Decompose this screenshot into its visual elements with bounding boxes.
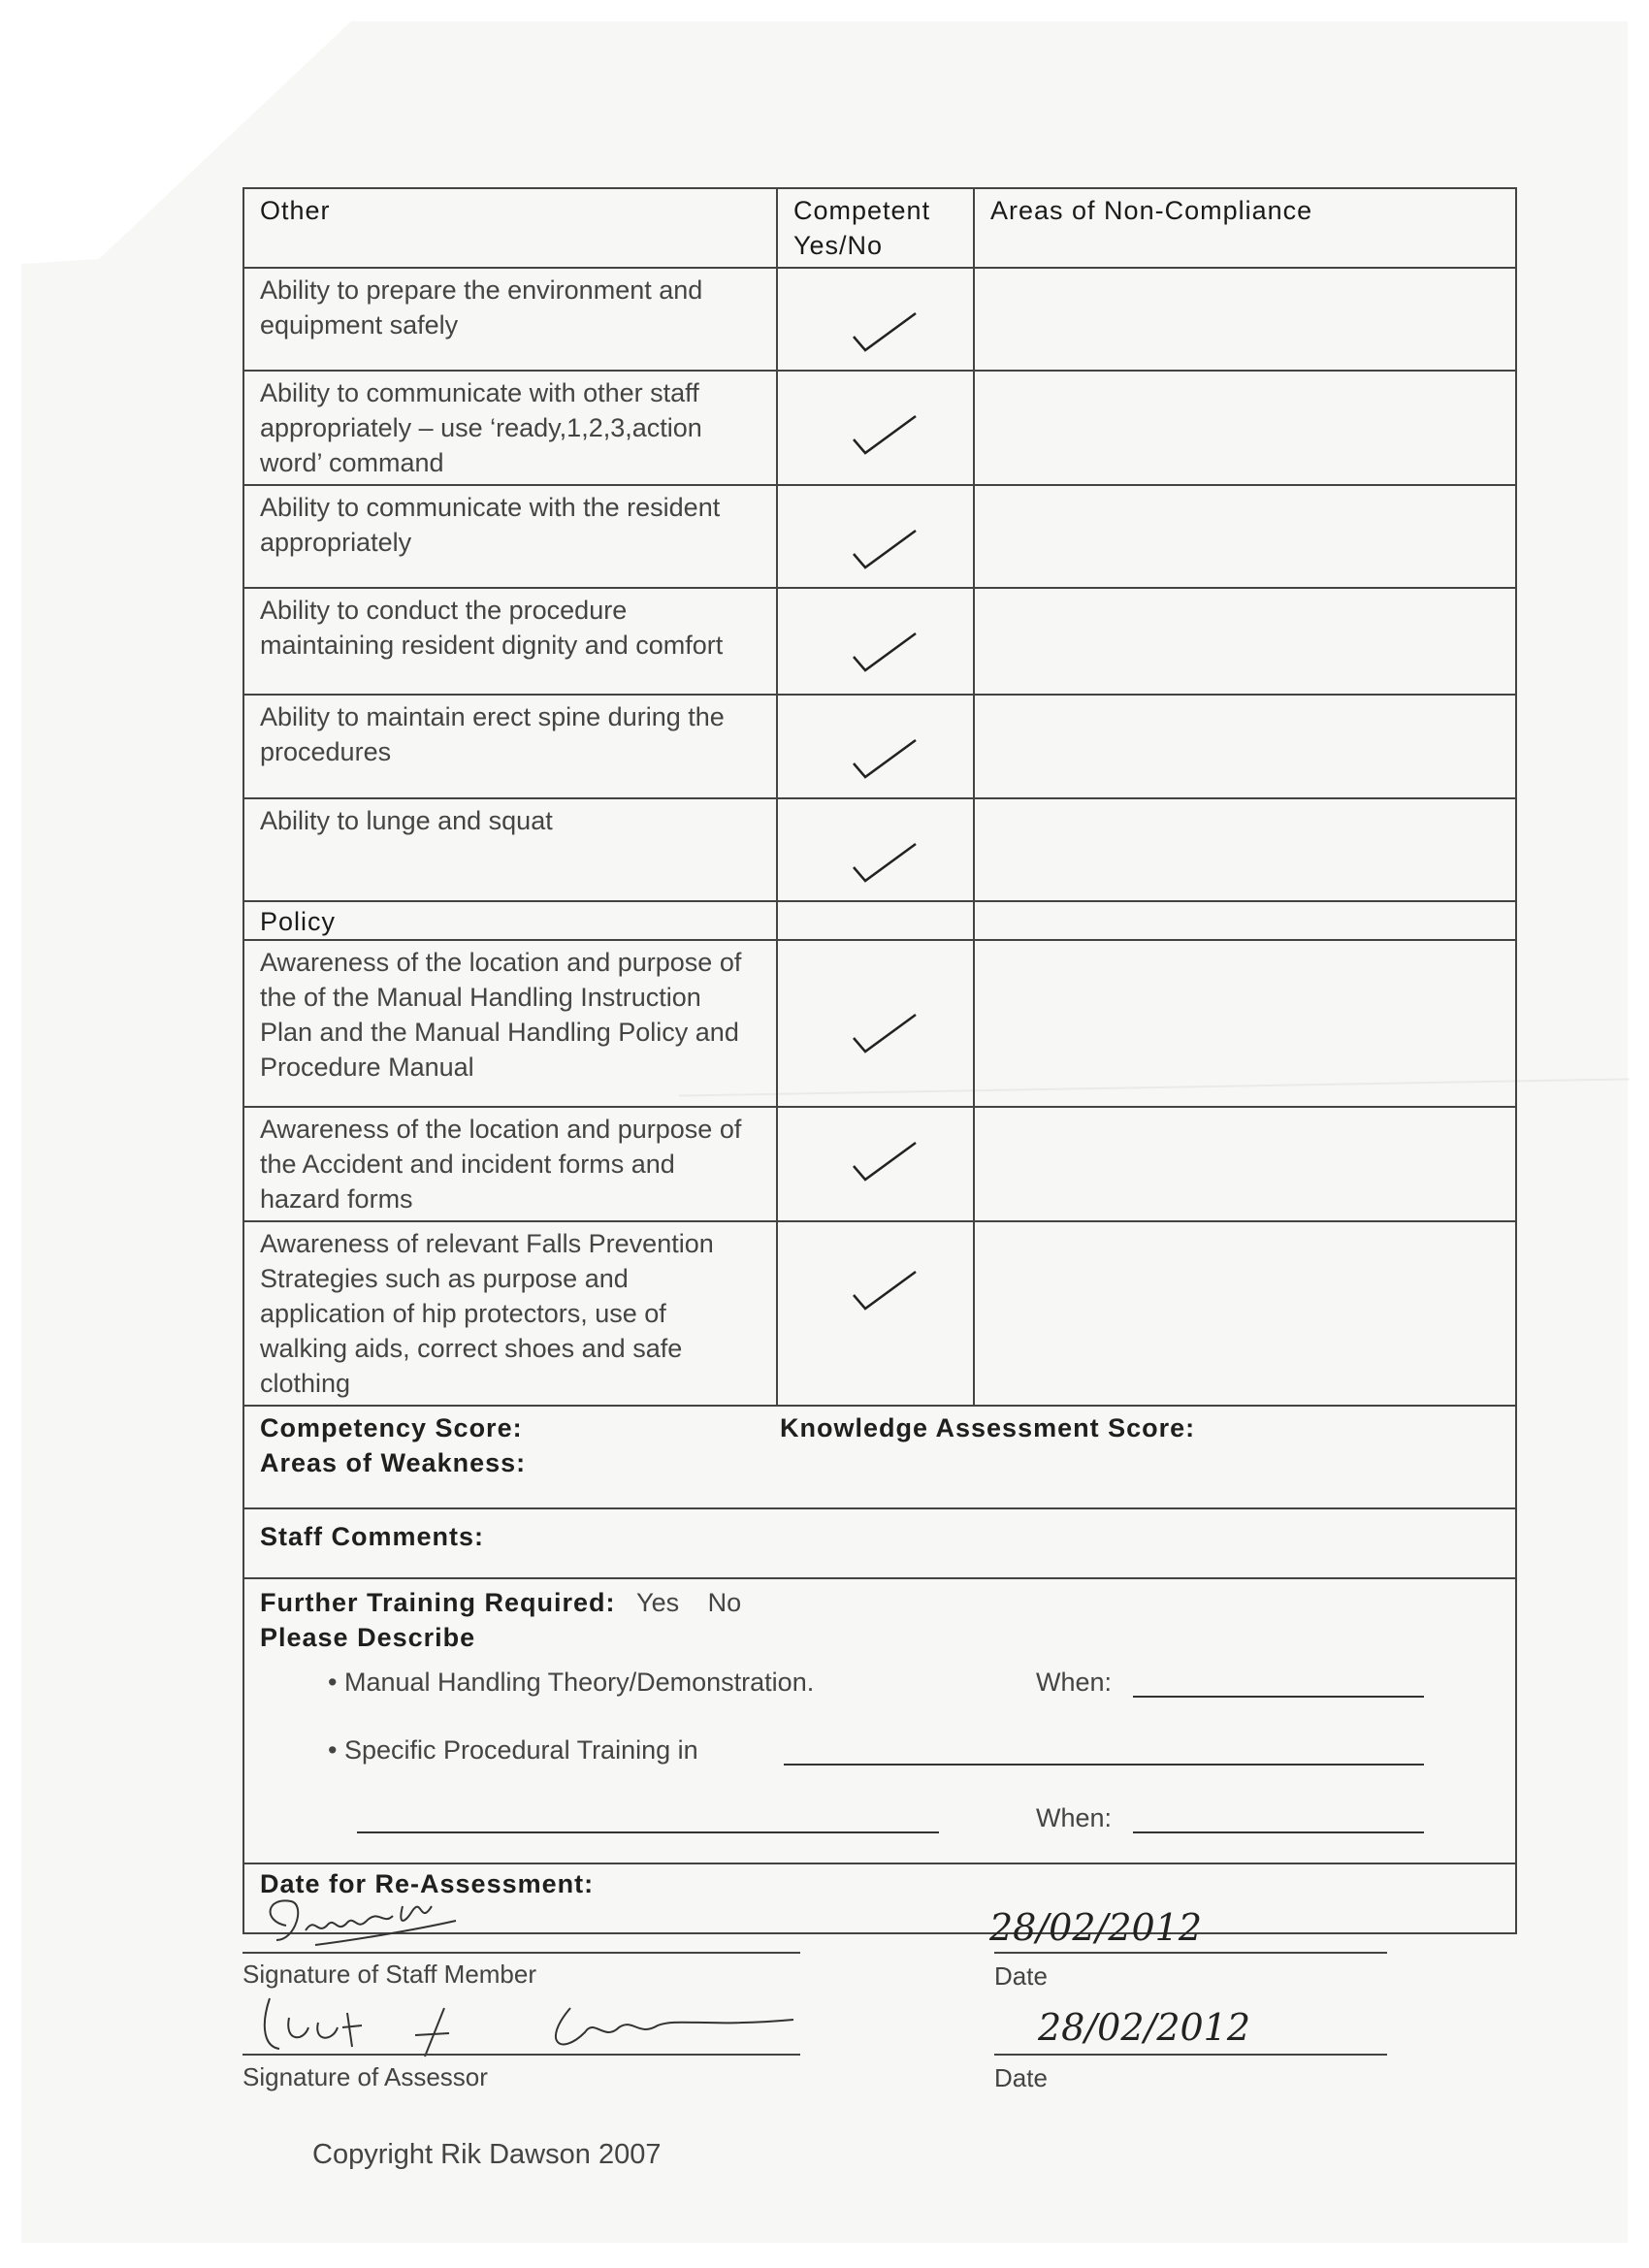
weakness-label: Areas of Weakness: — [260, 1448, 527, 1477]
header-competent: Competent Yes/No — [777, 188, 974, 268]
procedural-training-label: • Specific Procedural Training in — [328, 1735, 698, 1765]
non-compliance-cell — [974, 1221, 1516, 1406]
checkmark-icon — [846, 1009, 923, 1057]
competent-cell — [777, 588, 974, 695]
header-other: Other — [243, 188, 777, 268]
header-non-compliance: Areas of Non-Compliance — [974, 188, 1516, 268]
assessment-table — [242, 187, 1517, 1934]
staff-date-handwritten: 28/02/2012 — [989, 1906, 1203, 1949]
when-label-1: When: — [1036, 1668, 1113, 1697]
checkmark-icon — [846, 838, 923, 887]
staff-signature-line[interactable] — [242, 1952, 800, 1954]
table-row — [243, 485, 1516, 588]
assessor-date-line[interactable] — [994, 2054, 1387, 2056]
please-describe-label: Please Describe — [260, 1623, 476, 1652]
table-header-row — [243, 188, 1516, 268]
competent-cell — [777, 798, 974, 901]
non-compliance-cell — [974, 485, 1516, 588]
policy-heading-row — [243, 901, 1516, 940]
assessor-signature-label: Signature of Assessor — [242, 2062, 488, 2091]
comments-cell — [243, 1508, 1516, 1578]
empty-cell — [974, 901, 1516, 940]
comments-row — [243, 1508, 1516, 1578]
procedural-training-field[interactable] — [784, 1764, 1424, 1766]
training-cell — [243, 1578, 1516, 1863]
training-yes-option[interactable]: Yes — [636, 1588, 680, 1617]
item-text: Awareness of the location and purpose of the Accident and incident forms and hazard forms — [243, 1107, 777, 1221]
knowledge-score-label: Knowledge Assessment Score: — [780, 1413, 1196, 1442]
reassessment-label: Date for Re-Assessment: — [260, 1869, 595, 1898]
item-text: Awareness of the location and purpose of the of the Manual Handling Instruction Plan and the Manual Handling Policy and Procedure Manual — [243, 940, 777, 1107]
competent-cell — [777, 371, 974, 485]
staff-comments-label: Staff Comments: — [260, 1522, 485, 1551]
policy-heading: Policy — [243, 901, 777, 940]
scores-row — [243, 1406, 1516, 1508]
training-item-procedural — [260, 1723, 1500, 1791]
competent-cell — [777, 1221, 974, 1406]
table-row — [243, 940, 1516, 1107]
empty-cell — [777, 901, 974, 940]
table-row — [243, 588, 1516, 695]
non-compliance-cell — [974, 588, 1516, 695]
item-text: Ability to maintain erect spine during the procedures — [243, 695, 777, 798]
checkmark-icon — [846, 734, 923, 783]
table-row — [243, 1221, 1516, 1406]
training-no-option[interactable]: No — [707, 1588, 742, 1617]
when-label-2: When: — [1036, 1803, 1113, 1832]
procedural-training-field-2[interactable] — [357, 1831, 939, 1833]
item-text: Ability to communicate with other staff appropriately – use ‘ready,1,2,3,action word’ command — [243, 371, 777, 485]
staff-signature — [257, 1887, 470, 1960]
checkmark-icon — [846, 525, 923, 573]
scores-cell — [243, 1406, 1516, 1508]
non-compliance-cell — [974, 371, 1516, 485]
checkmark-icon — [846, 308, 923, 356]
table-row — [243, 371, 1516, 485]
non-compliance-cell — [974, 695, 1516, 798]
training-row — [243, 1578, 1516, 1863]
competency-score-label: Competency Score: — [260, 1413, 523, 1442]
checkmark-icon — [846, 1137, 923, 1185]
when-field-1[interactable] — [1133, 1696, 1424, 1698]
item-text: Ability to prepare the environment and equipment safely — [243, 268, 777, 371]
when-field-2[interactable] — [1133, 1831, 1424, 1833]
training-item-theory — [260, 1655, 1500, 1723]
item-text: Ability to conduct the procedure maintaining resident dignity and comfort — [243, 588, 777, 695]
competent-cell — [777, 1107, 974, 1221]
assessor-date-handwritten: 28/02/2012 — [1038, 2006, 1251, 2049]
checkmark-icon — [846, 1266, 923, 1314]
item-text: Ability to lunge and squat — [243, 798, 777, 901]
table-row — [243, 268, 1516, 371]
assessor-date-label: Date — [994, 2063, 1048, 2092]
table-row — [243, 695, 1516, 798]
staff-date-label: Date — [994, 1961, 1048, 1991]
copyright-notice: Copyright Rik Dawson 2007 — [312, 2139, 662, 2170]
table-row — [243, 1107, 1516, 1221]
theory-demo-label: • Manual Handling Theory/Demonstration. — [328, 1668, 815, 1697]
competent-cell — [777, 485, 974, 588]
competent-cell — [777, 268, 974, 371]
non-compliance-cell — [974, 940, 1516, 1107]
non-compliance-cell — [974, 798, 1516, 901]
item-text: Ability to communicate with the resident appropriately — [243, 485, 777, 588]
staff-date-line[interactable] — [994, 1952, 1387, 1954]
checkmark-icon — [846, 410, 923, 459]
further-training-label: Further Training Required: — [260, 1588, 616, 1617]
training-item-extra — [260, 1791, 1500, 1859]
competent-cell — [777, 695, 974, 798]
table-row — [243, 798, 1516, 901]
competent-cell — [777, 940, 974, 1107]
item-text: Awareness of relevant Falls Prevention Strategies such as purpose and application of hip protectors, use of walking aids, correct shoes and safe clothing — [243, 1221, 777, 1406]
staff-signature-label: Signature of Staff Member — [242, 1960, 537, 1989]
non-compliance-cell — [974, 1107, 1516, 1221]
non-compliance-cell — [974, 268, 1516, 371]
assessor-signature-line[interactable] — [242, 2054, 800, 2056]
checkmark-icon — [846, 628, 923, 676]
